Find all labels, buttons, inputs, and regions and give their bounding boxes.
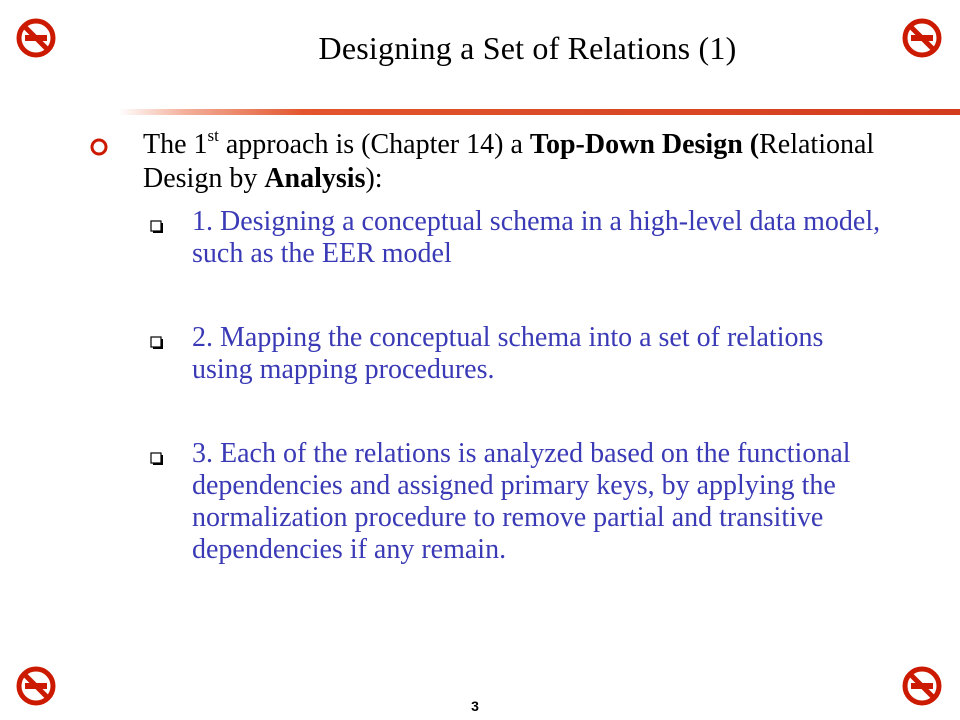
square-bullet-icon [150,336,164,350]
title-divider [118,109,960,115]
circle-bullet-icon [88,136,110,158]
no-smoking-icon [14,664,58,708]
main-bullet-text: The 1st approach is (Chapter 14) a Top-Down Design (Relational Design by Analysis): [143,126,875,194]
sub-bullet-text: 3. Each of the relations is analyzed based on the functional dependencies and assigned primary keys, by applying the normalization procedure to remove partial and transitive dependencies if any remain. [192,438,851,565]
page-number: 3 [471,698,479,714]
sub-bullet-item [150,322,890,386]
main-bullet-item [88,128,908,196]
square-bullet-icon [150,452,164,466]
sub-bullet-item [150,438,890,566]
square-bullet-icon [150,220,164,234]
slide-title: Designing a Set of Relations (1) [318,30,737,66]
sub-bullet-text: 2. Mapping the conceptual schema into a set of relations using mapping procedures. [192,322,824,385]
sub-bullet-item [150,206,890,270]
no-smoking-icon [900,664,944,708]
sub-bullet-text: 1. Designing a conceptual schema in a high-level data model, such as the EER model [192,206,881,269]
